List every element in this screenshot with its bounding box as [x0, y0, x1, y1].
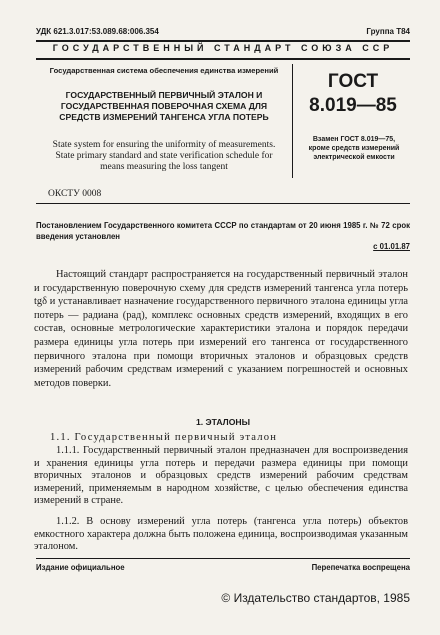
banner-rule: [36, 58, 410, 60]
paragraph-1-1-1: 1.1.1. Государственный первичный эталон предназначен для воспроизведения и хранения единицы угла потерь и передачи размера единицы при помощи вторичных эталонов и образцовых средств измерений рабочим средствам измерений, применяемым в народном хозяйстве, с целью обеспечения единства измерений в стране.: [34, 445, 408, 507]
gost-label: ГОСТ: [327, 71, 379, 92]
gost-number: 8.019—85: [309, 95, 397, 116]
top-rule: [36, 40, 410, 42]
standard-title-en: State system for ensuring the uniformity of measurements. State primary standard and state verification schedule for means measuring the loss tangent: [52, 140, 276, 172]
effective-date: с 01.01.87: [373, 242, 410, 251]
title-divider: [292, 64, 293, 178]
official-edition: Издание официальное: [36, 563, 125, 572]
decree-text: Постановлением Государственного комитета СССР по стандартам от 20 июня 1985 г. № 72 срок введения установлен: [36, 221, 410, 241]
okstu-rule: [36, 203, 410, 204]
system-title: Государственная система обеспечения единства измерений: [49, 66, 279, 75]
reprint-prohibited: Перепечатка воспрещена: [311, 563, 410, 572]
subsection-heading: 1.1. Государственный первичный эталон: [50, 432, 278, 443]
copyright: © Издательство стандартов, 1985: [221, 591, 410, 605]
footer-rule: [36, 558, 410, 559]
paragraph-1-1-2: 1.1.2. В основу измерений угла потерь (тангенса угла потерь) объектов емкостного характера должна быть положена единица, воспроизводимая указанным эталоном.: [34, 516, 408, 553]
udk-code: УДК 621.3.017:53.089.68:006.354: [36, 27, 159, 36]
group-code: Группа Т84: [366, 27, 410, 36]
standard-title-ru: ГОСУДАРСТВЕННЫЙ ПЕРВИЧНЫЙ ЭТАЛОН И ГОСУДАРСТВЕННАЯ ПОВЕРОЧНАЯ СХЕМА ДЛЯ СРЕДСТВ ИЗМЕРЕНИЙ ТАНГЕНСА УГЛА ПОТЕРЬ: [59, 90, 269, 122]
section-heading: 1. ЭТАЛОНЫ: [195, 417, 251, 427]
intro-paragraph: Настоящий стандарт распространяется на государственный первичный эталон и государственную поверочную схему для средств измерений тангенса угла потерь tgδ и устанавливает назначение государственного первичного эталона единицы угла потерь — радиана (рад), комплекс основных средств измерений, входящих в его состав, основные метрологические характеристики эталона и порядок передачи размера единицы угла потерь при измерений его тангенса от государственного первичного эталона при помощи вторичных эталонов и образцовых средств измерений рабочим средствам измерений с указанием погрешностей и основных методов поверки.: [34, 269, 408, 389]
standard-banner: ГОСУДАРСТВЕННЫЙ СТАНДАРТ СОЮЗА ССР: [52, 43, 394, 53]
okstu-code: ОКСТУ 0008: [48, 189, 102, 199]
replaces-note: Взамен ГОСТ 8.019—75, кроме средств измерений электрической емкости: [308, 136, 400, 161]
